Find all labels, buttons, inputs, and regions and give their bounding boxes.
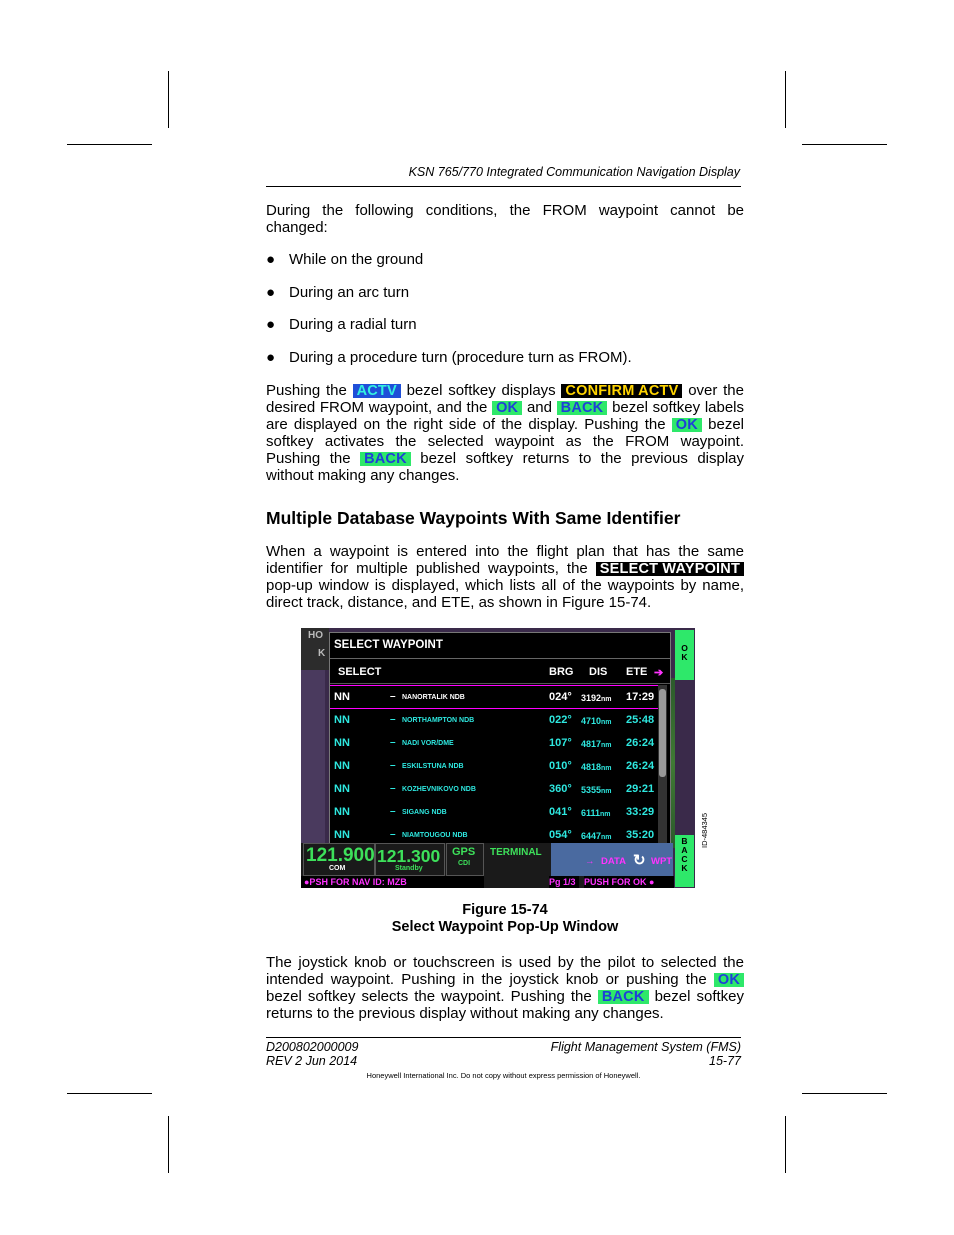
waypoint-distance: 5355nm xyxy=(581,785,612,795)
waypoint-row[interactable] xyxy=(330,732,658,754)
status-left: ●PSH FOR NAV ID: MZB xyxy=(301,876,484,888)
crop-mark xyxy=(67,1093,152,1094)
crop-mark xyxy=(168,1116,169,1173)
bg-label: K xyxy=(318,648,326,659)
page-number: 15-77 xyxy=(709,1054,741,1068)
separator: – xyxy=(390,829,396,840)
waypoint-distance: 4817nm xyxy=(581,739,612,749)
bg-label: HO xyxy=(308,630,323,641)
softkey-label-back: BACK xyxy=(557,401,608,415)
waypoint-bearing: 054° xyxy=(549,829,572,841)
bullet-item: ● While on the ground xyxy=(266,251,424,268)
waypoint-id: NN xyxy=(334,829,350,841)
waypoint-bearing: 360° xyxy=(549,783,572,795)
waypoint-row[interactable] xyxy=(330,755,658,777)
waypoint-ete: 17:29 xyxy=(626,691,655,703)
waypoint-name: NIAMTOUGOU NDB xyxy=(402,832,468,839)
scrollbar[interactable] xyxy=(658,685,667,843)
column-header-select: SELECT xyxy=(338,666,382,678)
column-header-brg: BRG xyxy=(549,666,574,678)
window-title: SELECT WAYPOINT xyxy=(334,639,443,651)
figure-title: Select Waypoint Pop-Up Window xyxy=(391,919,619,935)
waypoint-id: NN xyxy=(334,806,350,818)
softkey-label-back: BACK xyxy=(360,452,411,466)
waypoint-name: NORTHAMPTON NDB xyxy=(402,717,475,724)
terminal-mode: TERMINAL xyxy=(490,847,542,858)
crop-mark xyxy=(785,1116,786,1173)
cdi-label: CDI xyxy=(458,860,471,867)
separator: – xyxy=(390,691,396,702)
crop-mark xyxy=(802,144,887,145)
data-arrow-icon: → xyxy=(585,856,595,867)
waypoint-row[interactable] xyxy=(330,778,658,800)
waypoint-ete: 25:48 xyxy=(626,714,655,726)
revision: REV 2 Jun 2014 xyxy=(266,1054,358,1068)
separator: – xyxy=(390,783,396,794)
copyright: Honeywell International Inc. Do not copy without express permission of Honeywell. xyxy=(366,1071,641,1080)
figure-number: Figure 15-74 xyxy=(462,902,548,918)
waypoint-row[interactable] xyxy=(330,709,658,731)
standby-frequency: 121.300 xyxy=(377,846,441,866)
waypoint-row[interactable] xyxy=(330,685,658,709)
bullet-item: ● During an arc turn xyxy=(266,284,410,301)
waypoint-bearing: 022° xyxy=(549,714,572,726)
separator: – xyxy=(390,714,396,725)
section-heading: Multiple Database Waypoints With Same Identifier xyxy=(266,508,681,528)
back-softkey-label: BACK xyxy=(681,836,688,873)
softkey-label-back: BACK xyxy=(598,990,649,1004)
divider xyxy=(330,683,670,684)
softkey-label-ok: OK xyxy=(492,401,522,415)
softkey-label-confirm-actv: CONFIRM ACTV xyxy=(561,384,682,398)
data-label[interactable]: DATA xyxy=(601,856,626,867)
waypoint-name: NADI VOR/DME xyxy=(402,740,454,747)
page-indicator: Pg 1/3 xyxy=(549,876,579,888)
actv-paragraph: Pushing the ACTV bezel softkey displays CONFIRM ACTV over the desired FROM waypoint, and the OK and BACK bezel softkey labels are displayed on the right side of the display. Pushing the OK bezel softkey activates the selected waypoint as the FROM waypoint. Pushing the BACK bezel softkey returns to the previous display without making any changes. xyxy=(266,382,745,484)
waypoint-ete: 26:24 xyxy=(626,760,655,772)
column-header-ete: ETE xyxy=(626,666,648,678)
com-frequency: 121.900 xyxy=(306,845,375,866)
footer-rule xyxy=(266,1037,741,1038)
waypoint-id: NN xyxy=(334,760,350,772)
waypoint-bearing: 107° xyxy=(549,737,572,749)
softkey-label-ok: OK xyxy=(714,973,744,987)
waypoint-row[interactable] xyxy=(330,824,658,843)
waypoint-bearing: 024° xyxy=(549,691,572,703)
section-name: Flight Management System (FMS) xyxy=(550,1040,741,1054)
ok-softkey-label: OK xyxy=(681,643,688,662)
waypoint-row[interactable] xyxy=(330,801,658,823)
arrow-right-icon: ➔ xyxy=(654,667,664,679)
waypoint-id: NN xyxy=(334,737,350,749)
crop-mark xyxy=(785,71,786,128)
doc-number: D200802000009 xyxy=(266,1040,359,1054)
waypoint-distance: 4710nm xyxy=(581,716,612,726)
terrain-map xyxy=(671,678,675,848)
waypoint-distance: 6447nm xyxy=(581,831,612,841)
header-rule xyxy=(266,186,741,187)
crop-mark xyxy=(67,144,152,145)
separator: – xyxy=(390,806,396,817)
waypoint-ete: 29:21 xyxy=(626,783,655,795)
divider xyxy=(330,658,670,659)
softkey-label-select-waypoint: SELECT WAYPOINT xyxy=(596,562,744,576)
back-softkey[interactable] xyxy=(675,835,694,887)
waypoint-bearing: 010° xyxy=(549,760,572,772)
softkey-label-actv: ACTV xyxy=(353,384,401,398)
waypoint-name: KOZHEVNIKOVO NDB xyxy=(402,786,476,793)
wpt-label[interactable]: WPT xyxy=(651,856,673,867)
scrollbar-thumb[interactable] xyxy=(659,689,666,777)
separator: – xyxy=(390,737,396,748)
crop-mark xyxy=(168,71,169,128)
wpt-rotate-icon: ↻ xyxy=(633,852,646,869)
waypoint-id: NN xyxy=(334,714,350,726)
waypoint-name: SIGANG NDB xyxy=(402,809,447,816)
separator: – xyxy=(390,760,396,771)
figure-id: ID-484345 xyxy=(700,812,709,848)
select-waypoint-paragraph: When a waypoint is entered into the flight plan that has the same identifier for multiple published waypoints, the SELECT WAYPOINT pop-up window is displayed, which lists all of the waypoints by name, direct track, distance, and ETE, as shown in Figure 15-74. xyxy=(266,543,744,611)
softkey-label-ok: OK xyxy=(672,418,702,432)
column-header-dis: DIS xyxy=(589,666,608,678)
com-label: COM xyxy=(329,865,346,872)
waypoint-name: NANORTALIK NDB xyxy=(402,694,465,701)
background-panel xyxy=(301,628,329,670)
bullet-item: ● During a radial turn xyxy=(266,316,417,333)
select-waypoint-figure xyxy=(301,628,695,888)
crop-mark xyxy=(802,1093,887,1094)
waypoint-id: NN xyxy=(334,691,350,703)
waypoint-ete: 26:24 xyxy=(626,737,655,749)
joystick-paragraph: The joystick knob or touchscreen is used by the pilot to selected the intended waypoint. Pushing in the joystick knob or pushing the OK bezel softkey selects the waypoint. Pushing the BACK bezel softkey returns to the previous display without making any changes. xyxy=(266,954,745,1022)
waypoint-distance: 4818nm xyxy=(581,762,612,772)
waypoint-name: ESKILSTUNA NDB xyxy=(402,763,464,770)
bullet-item: ● During a procedure turn (procedure turn as FROM). xyxy=(266,349,632,366)
gps-label: GPS xyxy=(452,846,476,858)
waypoint-distance: 3192nm xyxy=(581,693,612,703)
waypoint-id: NN xyxy=(334,783,350,795)
waypoint-bearing: 041° xyxy=(549,806,572,818)
intro-paragraph: During the following conditions, the FROM waypoint cannot be changed: xyxy=(266,202,744,236)
standby-label: Standby xyxy=(395,865,423,872)
ok-softkey[interactable] xyxy=(675,630,694,680)
waypoint-ete: 35:20 xyxy=(626,829,655,841)
running-header: KSN 765/770 Integrated Communication Navigation Display xyxy=(408,165,740,179)
waypoint-ete: 33:29 xyxy=(626,806,655,818)
select-waypoint-window xyxy=(329,632,671,844)
status-right: PUSH FOR OK ● xyxy=(584,876,674,888)
waypoint-distance: 6111nm xyxy=(581,808,611,818)
